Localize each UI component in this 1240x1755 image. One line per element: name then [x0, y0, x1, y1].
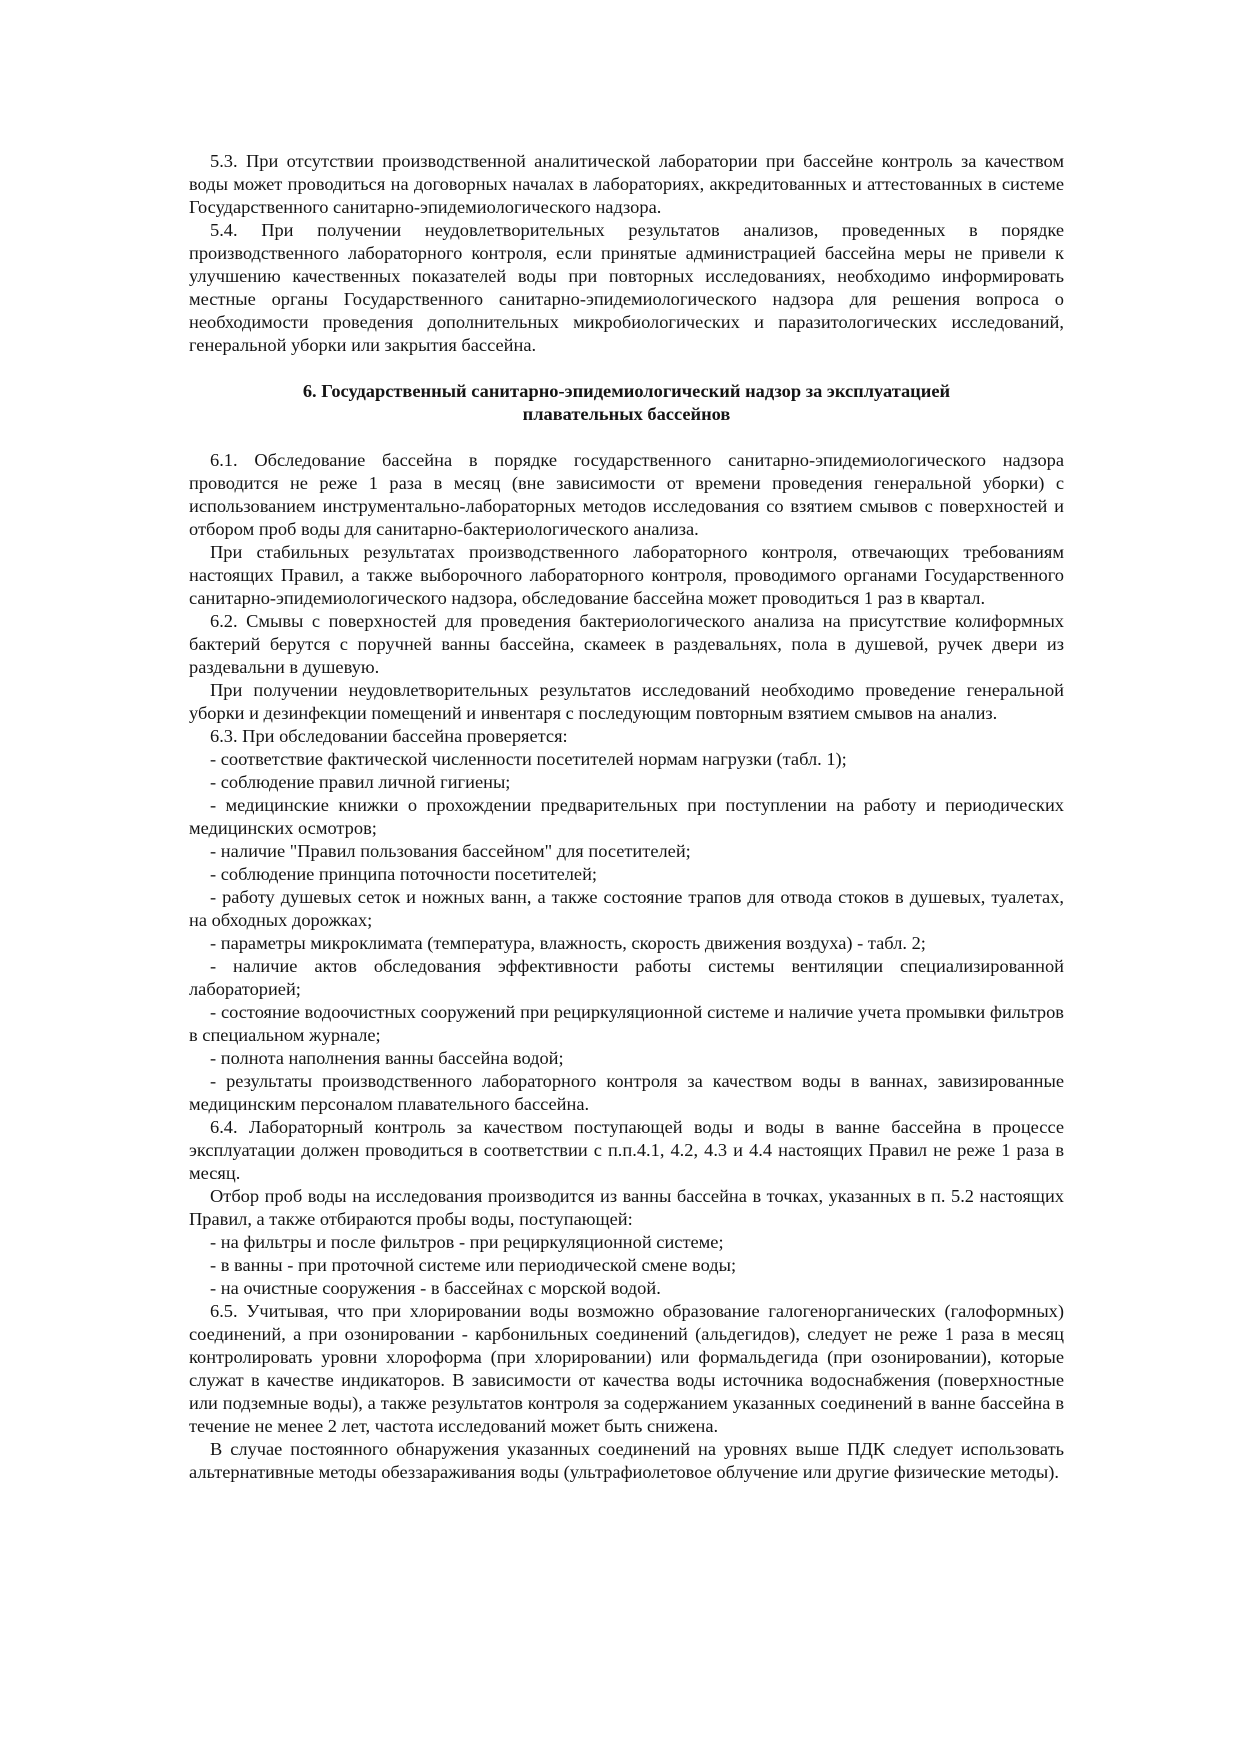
section-6-heading	[189, 380, 1064, 426]
paragraph-5-4: 5.4. При получении неудовлетворительных результатов анализов, проведенных в порядке производственного лабораторного контроля, если принятые администрацией бассейна меры не привели к улучшению качественных показателей воды при повторных исследованиях, необходимо информировать местные органы Государственного санитарно-эпидемиологического надзора для решения вопроса о необходимости проведения дополнительных микробиологических и паразитологических исследований, генеральной уборки или закрытия бассейна.	[189, 220, 1064, 355]
list-item: - состояние водоочистных сооружений при рециркуляционной системе и наличие учета промывки фильтров в специальном журнале;	[189, 1002, 1064, 1045]
list-item: - на фильтры и после фильтров - при рециркуляционной системе;	[210, 1232, 724, 1252]
list-item: - параметры микроклимата (температура, влажность, скорость движения воздуха) - табл. 2;	[210, 933, 926, 953]
list-item: - соблюдение правил личной гигиены;	[210, 772, 511, 792]
paragraph-6-1: 6.1. Обследование бассейна в порядке государственного санитарно-эпидемиологического надзора проводится не реже 1 раза в месяц (вне зависимости от времени проведения генеральной уборки) с использованием инструментально-лабораторных методов исследования со взятием смывов с поверхностей и отбором проб воды для санитарно-бактериологического анализа.	[189, 450, 1064, 539]
list-item: - наличие актов обследования эффективности работы системы вентиляции специализированной лабораторией;	[189, 956, 1064, 999]
paragraph: В случае постоянного обнаружения указанных соединений на уровнях выше ПДК следует использовать альтернативные методы обеззараживания воды (ультрафиолетовое облучение или другие физические методы).	[189, 1439, 1064, 1482]
list-item: - в ванны - при проточной системе или периодической смене воды;	[210, 1255, 737, 1275]
paragraph: При стабильных результатах производственного лабораторного контроля, отвечающих требованиям настоящих Правил, а также выборочного лабораторного контроля, проводимого органами Государственного санитарно-эпидемиологического надзора, обследование бассейна может проводиться 1 раз в квартал.	[189, 542, 1064, 608]
list-item: - работу душевых сеток и ножных ванн, а также состояние трапов для отвода стоков в душевых, туалетах, на обходных дорожках;	[189, 887, 1064, 930]
paragraph: При получении неудовлетворительных результатов исследований необходимо проведение генеральной уборки и дезинфекции помещений и инвентаря с последующим повторным взятием смывов на анализ.	[189, 680, 1064, 723]
list-item: - наличие "Правил пользования бассейном" для посетителей;	[210, 841, 691, 861]
list-item: - медицинские книжки о прохождении предварительных при поступлении на работу и периодических медицинских осмотров;	[189, 795, 1064, 838]
paragraph: Отбор проб воды на исследования производится из ванны бассейна в точках, указанных в п. 5.2 настоящих Правил, а также отбираются пробы воды, поступающей:	[189, 1186, 1064, 1229]
paragraph-6-3: 6.3. При обследовании бассейна проверяется:	[210, 726, 568, 746]
list-item: - полнота наполнения ванны бассейна водой;	[210, 1048, 564, 1068]
list-item: - результаты производственного лабораторного контроля за качеством воды в ваннах, завизированные медицинским персоналом плавательного бассейна.	[189, 1071, 1064, 1114]
paragraph-5-3: 5.3. При отсутствии производственной аналитической лаборатории при бассейне контроль за качеством воды может проводиться на договорных началах в лабораториях, аккредитованных и аттестованных в системе Государственного санитарно-эпидемиологического надзора.	[189, 151, 1064, 217]
section-6-title-line-1: 6. Государственный санитарно-эпидемиологический надзор за эксплуатацией	[302, 381, 951, 401]
paragraph-6-5: 6.5. Учитывая, что при хлорировании воды возможно образование галогенорганических (галоформных) соединений, а при озонировании - карбонильных соединений (альдегидов), следует не реже 1 раза в месяц контролировать уровни хлороформа (при хлорировании) или формальдегида (при озонировании), которые служат в качестве индикаторов. В зависимости от качества воды источника водоснабжения (поверхностные или подземные воды), а также результатов контроля за содержанием указанных соединений в ванне бассейна в течение не менее 2 лет, частота исследований может быть снижена.	[189, 1301, 1064, 1436]
paragraph-6-4: 6.4. Лабораторный контроль за качеством поступающей воды и воды в ванне бассейна в процессе эксплуатации должен проводиться в соответствии с п.п.4.1, 4.2, 4.3 и 4.4 настоящих Правил не реже 1 раза в месяц.	[189, 1117, 1064, 1183]
section-6-title-line-2: плавательных бассейнов	[522, 404, 731, 424]
paragraph-6-2: 6.2. Смывы с поверхностей для проведения бактериологического анализа на присутствие колиформных бактерий берутся с поручней ванны бассейна, скамеек в раздевальнях, пола в душевой, ручек двери из раздевальни в душевую.	[189, 611, 1064, 677]
document-page	[189, 150, 1064, 1484]
list-item: - на очистные сооружения - в бассейнах с морской водой.	[210, 1278, 661, 1298]
list-item: - соблюдение принципа поточности посетителей;	[210, 864, 598, 884]
list-item: - соответствие фактической численности посетителей нормам нагрузки (табл. 1);	[210, 749, 847, 769]
